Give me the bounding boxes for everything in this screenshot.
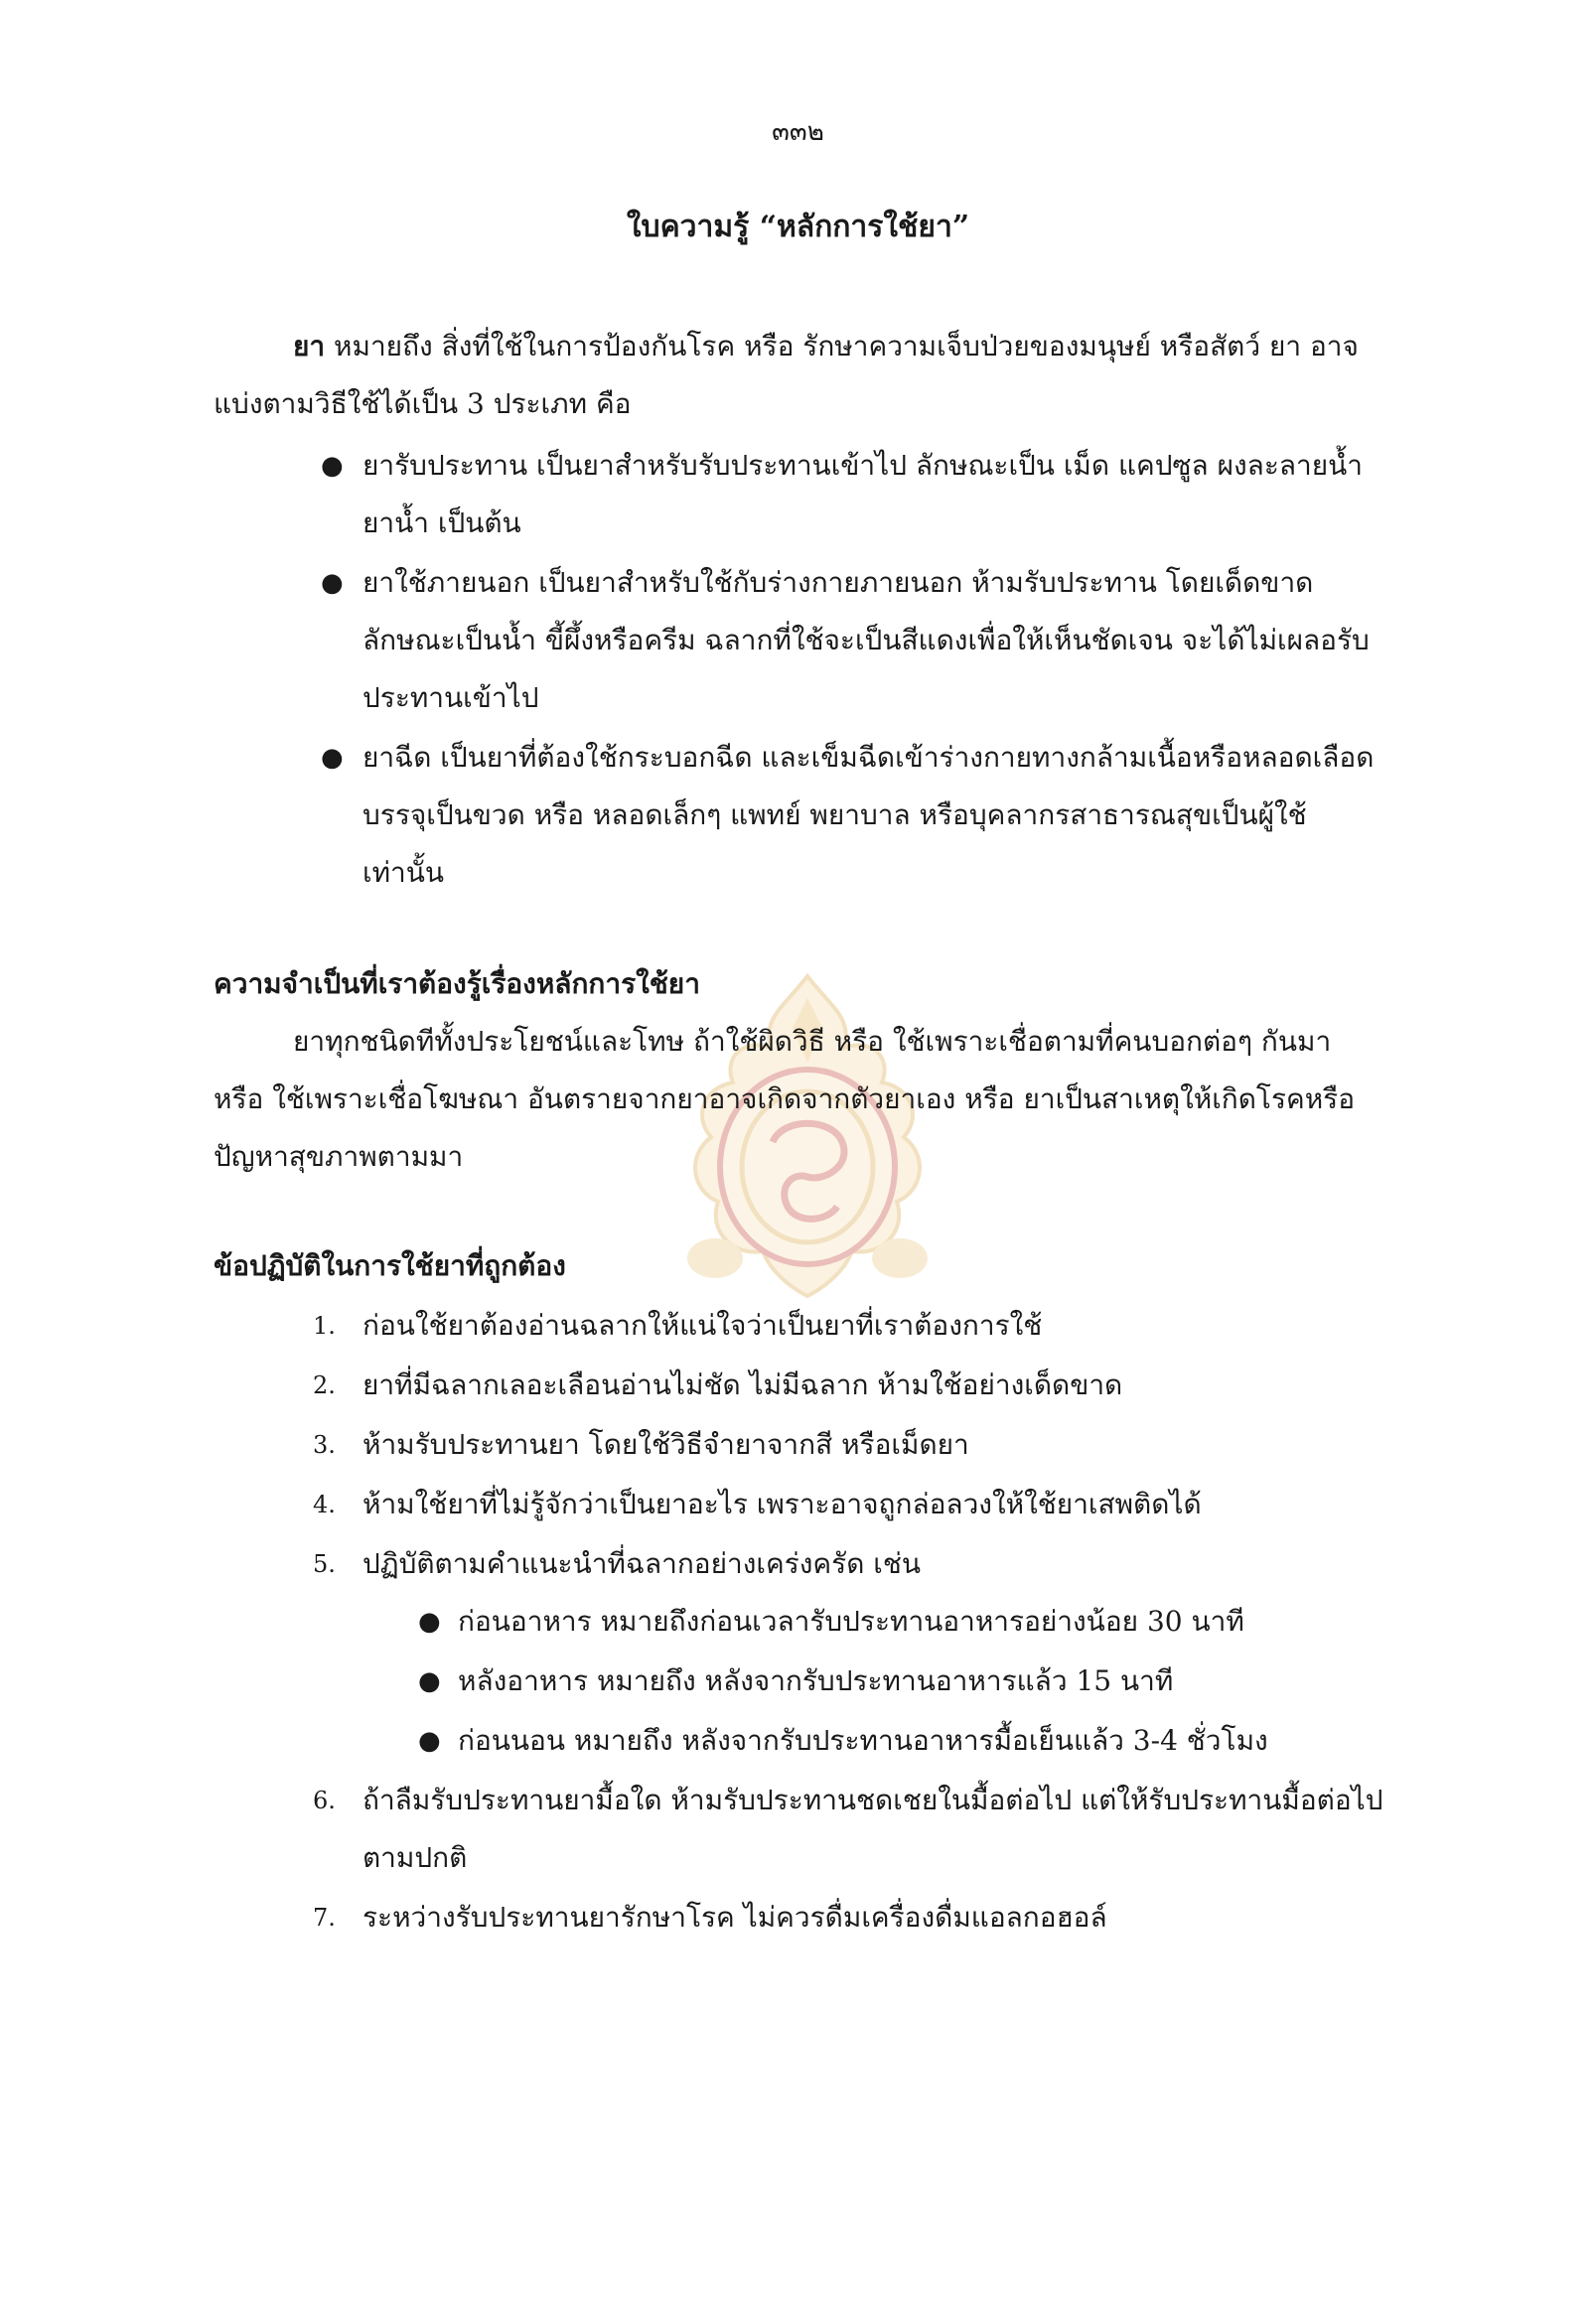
list-item bbox=[313, 554, 1385, 727]
bullet-icon: ● bbox=[321, 568, 344, 598]
bullet-icon: ● bbox=[418, 1726, 441, 1756]
item-number: 6. bbox=[313, 1787, 336, 1814]
item-text: ก่อนใช้ยาต้องอ่านฉลากให้แน่ใจว่าเป็นยาที่เราต้องการใช้ bbox=[363, 1309, 1043, 1342]
drug-type-text: ยาฉีด เป็นยาที่ต้องใช้กระบอกฉีด และเข็มฉีดเข้าร่างกายทางกล้ามเนื้อหรือหลอดเลือด บรรจุเป็นขวด หรือ หลอดเล็กๆ แพทย์ พยาบาล หรือบุคลากรสาธารณสุขเป็นผู้ใช้เท่านั้น bbox=[363, 741, 1375, 889]
item-number: 4. bbox=[313, 1491, 336, 1518]
item-number: 2. bbox=[313, 1371, 336, 1399]
intro-text: หมายถึง สิ่งที่ใช้ในการป้องกันโรค หรือ รักษาความเจ็บป่วยของมนุษย์ หรือสัตว์ ยา อาจแบ่งตามวิธีใช้ได้เป็น 3 ประเภท คือ bbox=[214, 330, 1359, 420]
intro-term: ยา bbox=[293, 330, 326, 362]
list-item bbox=[313, 1535, 1385, 1770]
item-text: ห้ามใช้ยาที่ไม่รู้จักว่าเป็นยาอะไร เพราะอาจถูกล่อลวงให้ใช้ยาเสพติดได้ bbox=[363, 1488, 1202, 1520]
list-item bbox=[412, 1712, 1385, 1770]
item-text: ปฏิบัติตามคำแนะนำที่ฉลากอย่างเคร่งครัด เช่น bbox=[363, 1547, 921, 1580]
practices-list bbox=[214, 1297, 1385, 1946]
list-item bbox=[313, 1416, 1385, 1474]
bullet-icon: ● bbox=[418, 1666, 441, 1696]
list-item bbox=[412, 1593, 1385, 1651]
practices-heading: ข้อปฏิบัติในการใช้ยาที่ถูกต้อง bbox=[214, 1249, 566, 1282]
list-item bbox=[313, 1297, 1385, 1355]
bullet-icon: ● bbox=[418, 1607, 441, 1637]
item-text: ห้ามรับประทานยา โดยใช้วิธีจำยาจากสี หรือเม็ดยา bbox=[363, 1428, 969, 1461]
timing-text: หลังอาหาร หมายถึง หลังจากรับประทานอาหารแล้ว 15 นาที bbox=[458, 1664, 1174, 1697]
drug-type-list bbox=[214, 437, 1385, 902]
timing-text: ก่อนนอน หมายถึง หลังจากรับประทานอาหารมื้อเย็นแล้ว 3-4 ชั่วโมง bbox=[458, 1724, 1268, 1757]
document-title: ใบความรู้ “หลักการใช้ยา” bbox=[626, 210, 970, 244]
timing-list bbox=[363, 1593, 1385, 1770]
list-item bbox=[313, 729, 1385, 902]
item-text: ระหว่างรับประทานยารักษาโรค ไม่ควรดื่มเครื่องดื่มแอลกอฮอล์ bbox=[363, 1901, 1107, 1934]
timing-text: ก่อนอาหาร หมายถึงก่อนเวลารับประทานอาหารอย่างน้อย 30 นาที bbox=[458, 1605, 1244, 1638]
list-item bbox=[313, 1772, 1385, 1887]
list-item bbox=[313, 1357, 1385, 1414]
necessity-heading: ความจำเป็นที่เราต้องรู้เรื่องหลักการใช้ยา bbox=[214, 967, 700, 1000]
item-number: 5. bbox=[313, 1550, 336, 1578]
list-item bbox=[313, 437, 1385, 552]
bullet-icon: ● bbox=[321, 451, 344, 481]
necessity-paragraph: ยาทุกชนิดทีทั้งประโยชน์และโทษ ถ้าใช้ผิดวิธี หรือ ใช้เพราะเชื่อตามที่คนบอกต่อๆ กันมา หรือ ใช้เพราะเชื่อโฆษณา อันตรายจากยาอาจเกิดจากตัวยาเอง หรือ ยาเป็นสาเหตุให้เกิดโรคหรือปัญหาสุขภาพตามมา bbox=[214, 1025, 1356, 1173]
list-item bbox=[313, 1476, 1385, 1533]
intro-paragraph bbox=[214, 318, 1385, 433]
bullet-icon: ● bbox=[321, 743, 344, 773]
drug-type-text: ยารับประทาน เป็นยาสำหรับรับประทานเข้าไป ลักษณะเป็น เม็ด แคปซูล ผงละลายน้ำ ยาน้ำ เป็นต้น bbox=[363, 449, 1364, 539]
list-item bbox=[313, 1889, 1385, 1946]
item-number: 3. bbox=[313, 1431, 336, 1459]
drug-type-text: ยาใช้ภายนอก เป็นยาสำหรับใช้กับร่างกายภายนอก ห้ามรับประทาน โดยเด็ดขาด ลักษณะเป็นน้ำ ขี้ผึ้งหรือครีม ฉลากที่ใช้จะเป็นสีแดงเพื่อให้เห็นชัดเจน จะได้ไม่เผลอรับประทานเข้าไป bbox=[363, 566, 1370, 714]
item-number: 7. bbox=[313, 1904, 336, 1932]
document-body bbox=[214, 318, 1385, 1948]
page-number: ๓๓๒ bbox=[772, 117, 824, 147]
item-text: ยาที่มีฉลากเลอะเลือนอ่านไม่ชัด ไม่มีฉลาก ห้ามใช้อย่างเด็ดขาด bbox=[363, 1368, 1123, 1401]
item-number: 1. bbox=[313, 1312, 336, 1340]
list-item bbox=[412, 1653, 1385, 1710]
item-text: ถ้าลืมรับประทานยามื้อใด ห้ามรับประทานชดเชยในมื้อต่อไป แต่ให้รับประทานมื้อต่อไปตามปกติ bbox=[363, 1784, 1383, 1874]
